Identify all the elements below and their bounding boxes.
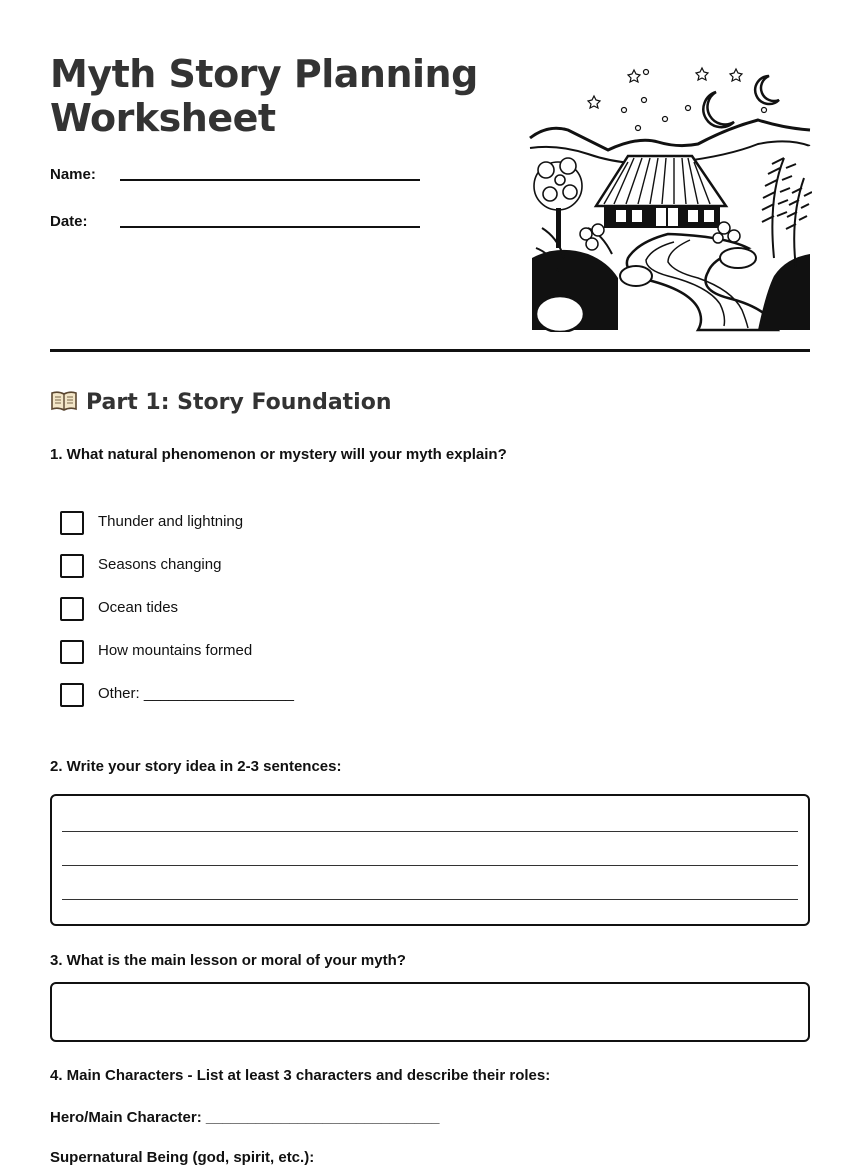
supernatural-field[interactable]: Supernatural Being (god, spirit, etc.): xyxy=(50,1149,315,1166)
checkbox[interactable] xyxy=(60,640,84,664)
date-line[interactable] xyxy=(120,226,420,228)
checkbox[interactable] xyxy=(60,554,84,578)
option-label: Seasons changing xyxy=(98,556,222,573)
checkbox[interactable] xyxy=(60,597,84,621)
worksheet-page xyxy=(50,0,810,1166)
option-other[interactable] xyxy=(60,683,460,707)
writing-line xyxy=(62,831,798,832)
question-4: 4. Main Characters - List at least 3 characters and describe their roles: xyxy=(50,1067,551,1084)
header-divider xyxy=(50,349,810,352)
option-label: How mountains formed xyxy=(98,642,253,659)
question-2: 2. Write your story idea in 2-3 sentences: xyxy=(50,758,342,775)
question-1: 1. What natural phenomenon or mystery will your myth explain? xyxy=(50,446,507,463)
moral-box[interactable] xyxy=(50,982,810,1042)
hero-field[interactable]: Hero/Main Character: ____________________________ xyxy=(50,1109,440,1126)
option-label: Thunder and lightning xyxy=(98,513,244,530)
option-seasons[interactable] xyxy=(60,554,460,578)
title-line-2: Worksheet xyxy=(50,96,276,140)
writing-line xyxy=(62,899,798,900)
option-tides[interactable] xyxy=(60,597,460,621)
option-thunder[interactable] xyxy=(60,511,460,535)
question-3: 3. What is the main lesson or moral of your myth? xyxy=(50,952,406,969)
open-book-icon xyxy=(50,390,78,412)
story-idea-box[interactable] xyxy=(50,794,810,926)
name-line[interactable] xyxy=(120,179,420,181)
worksheet-title xyxy=(50,52,510,140)
name-label: Name: xyxy=(50,166,96,183)
checkbox[interactable] xyxy=(60,511,84,535)
writing-line xyxy=(62,865,798,866)
option-label: Other: __________________ xyxy=(98,685,295,702)
checkbox[interactable] xyxy=(60,683,84,707)
title-line-1: Myth Story Planning xyxy=(50,52,478,96)
part1-heading xyxy=(50,390,392,415)
option-label: Ocean tides xyxy=(98,599,179,616)
date-label: Date: xyxy=(50,213,88,230)
village-hut-river-night-icon xyxy=(528,58,812,332)
option-mountains[interactable] xyxy=(60,640,460,664)
part1-title: Part 1: Story Foundation xyxy=(86,390,392,415)
